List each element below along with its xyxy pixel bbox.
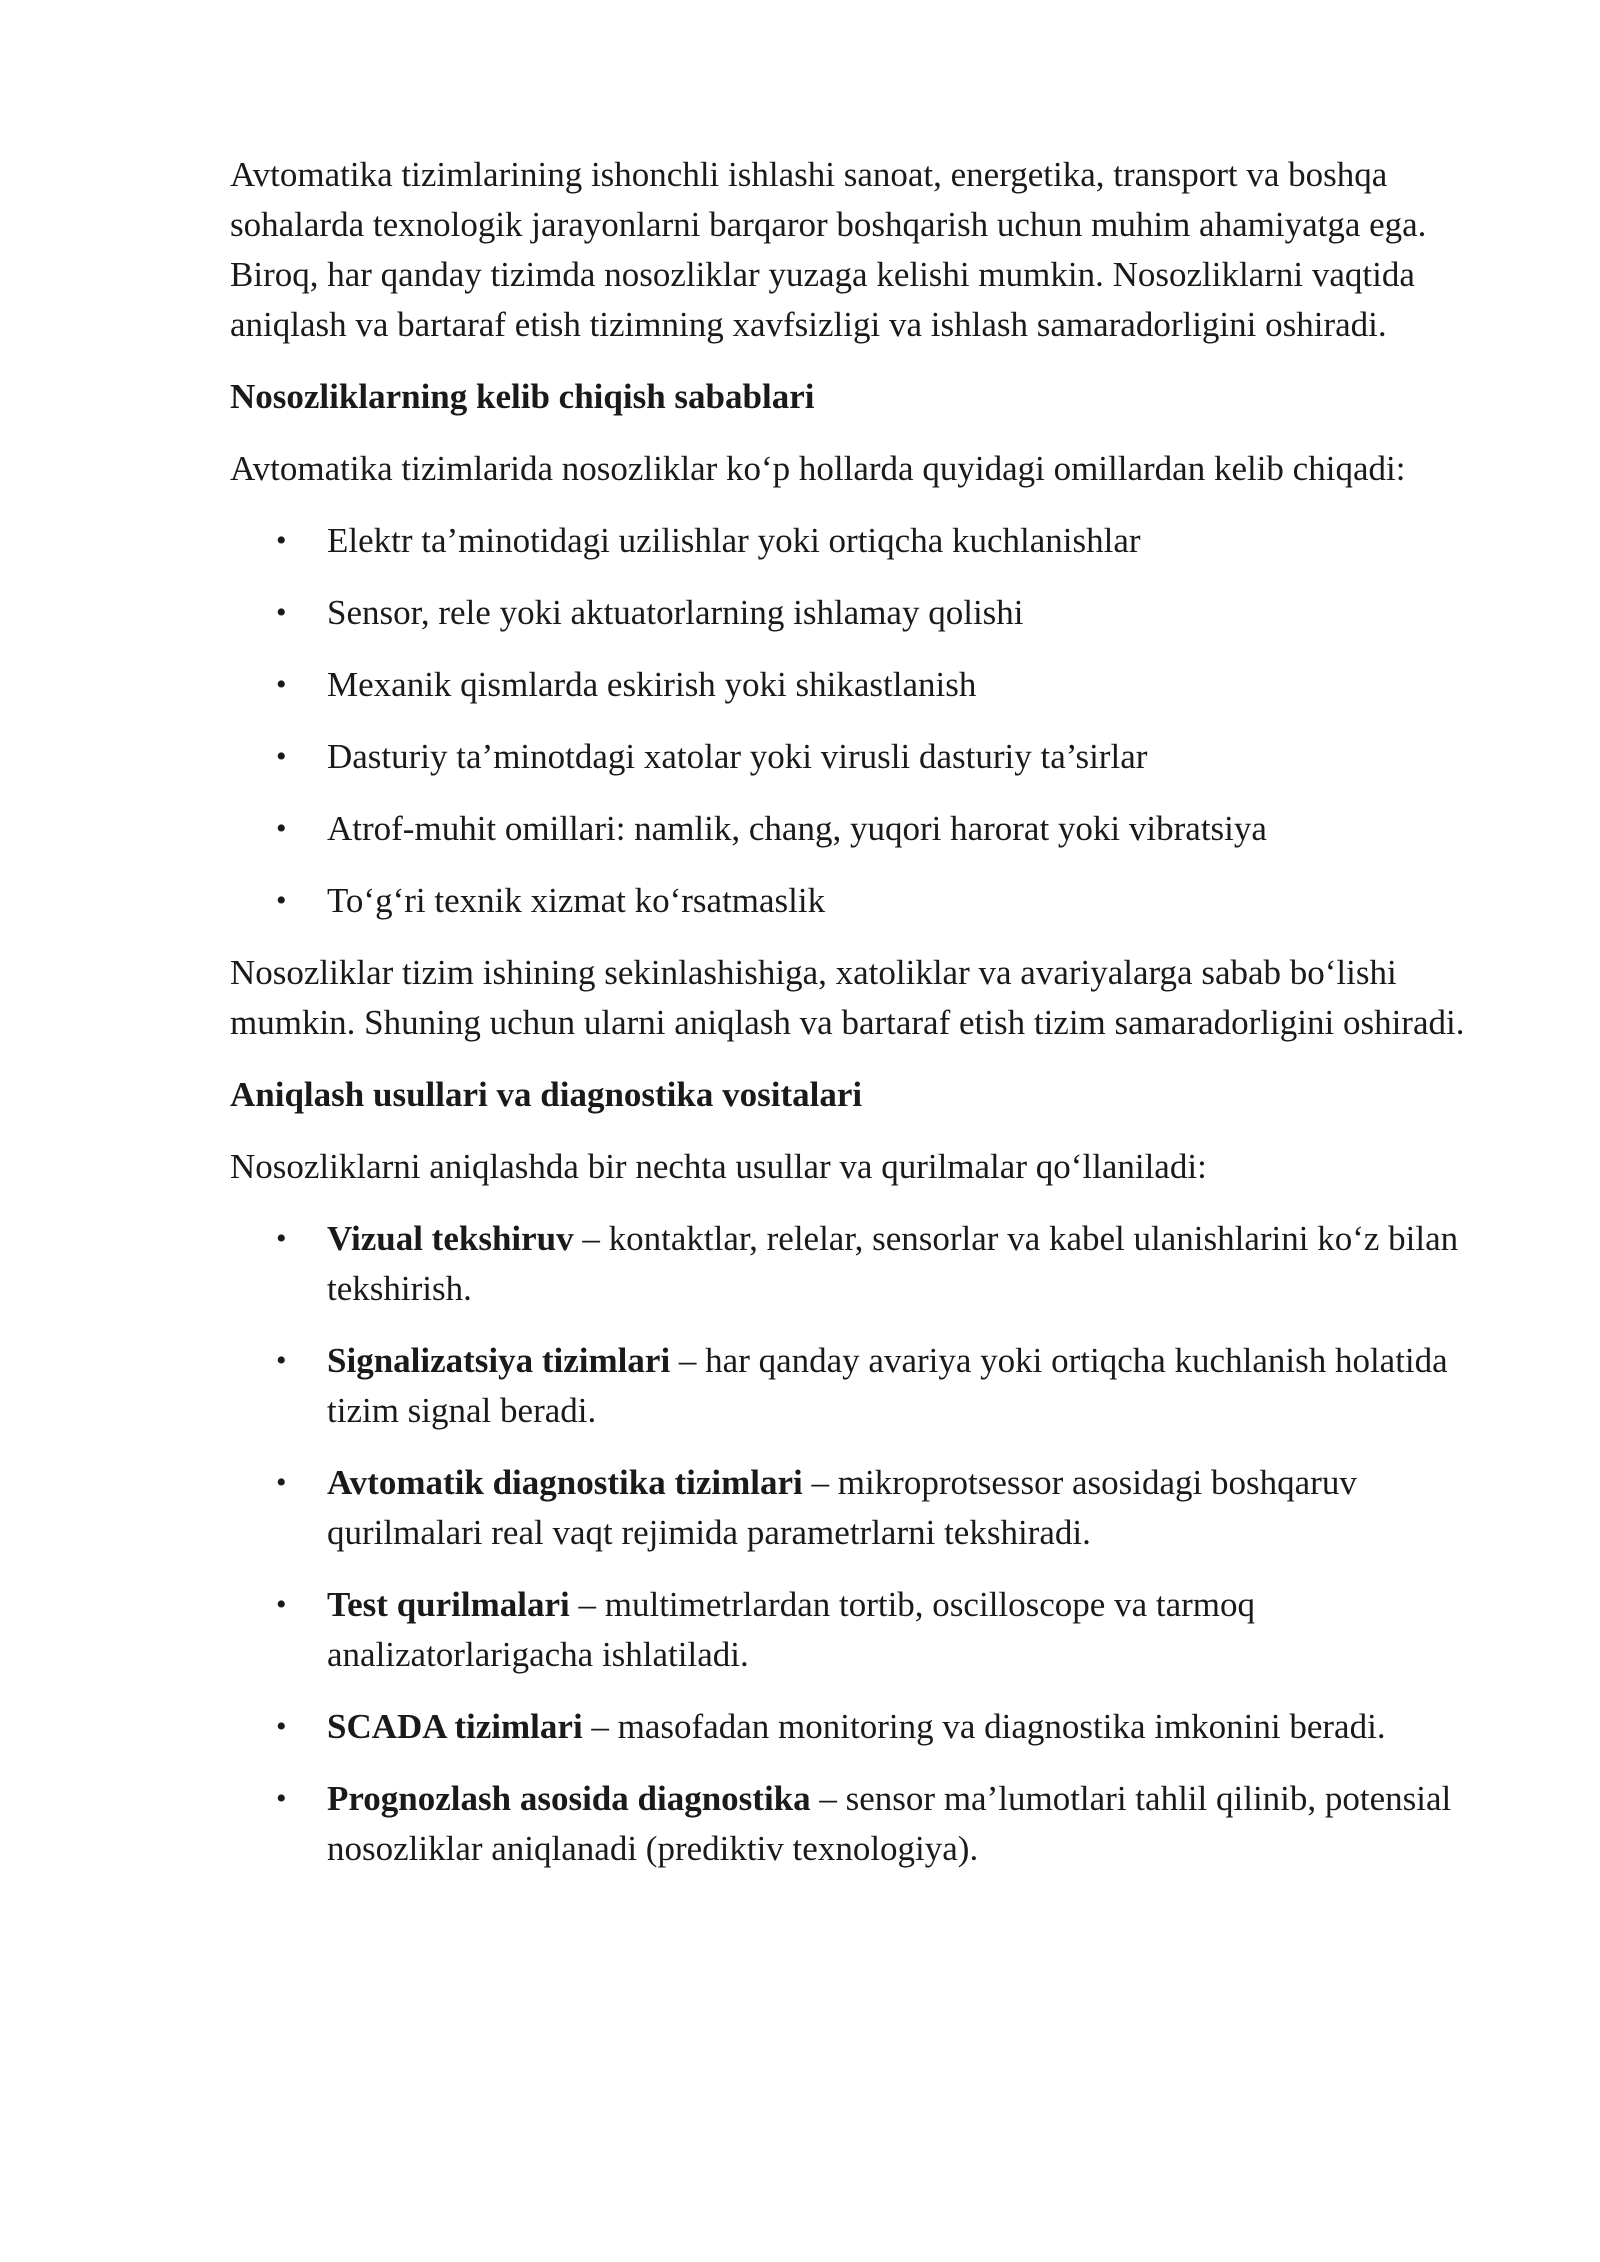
- bullet-icon: •: [276, 812, 287, 845]
- list-item-description: – multimetrlardan tortib, oscilloscope va tarmoq analizatorlarigacha ishlatiladi.: [327, 1585, 1256, 1674]
- list-item-description: – har qanday avariya yoki ortiqcha kuchlanish holatida tizim signal beradi.: [327, 1341, 1448, 1430]
- bullet-icon: •: [276, 1466, 287, 1499]
- section-heading-diagnostics: Aniqlash usullari va diagnostika vositalari: [230, 1075, 863, 1114]
- causes-closing-paragraph: Nosozliklar tizim ishining sekinlashishiga, xatoliklar va avariyalarga sabab bo‘lishi mumkin. Shuning uchun ularni aniqlash va bartaraf etish tizim samaradorligini oshiradi.: [230, 953, 1465, 1042]
- list-item-description: – masofadan monitoring va diagnostika imkonini beradi.: [582, 1707, 1386, 1746]
- section-heading-causes: Nosozliklarning kelib chiqish sabablari: [230, 377, 815, 416]
- list-item: [230, 660, 1500, 710]
- list-item: [230, 1336, 1500, 1436]
- list-item: [230, 1458, 1500, 1558]
- list-item: [230, 1580, 1500, 1680]
- list-item: [230, 732, 1500, 782]
- bullet-icon: •: [276, 1588, 287, 1621]
- causes-list: [230, 516, 1500, 926]
- list-item-text: To‘g‘ri texnik xizmat ko‘rsatmaslik: [327, 881, 826, 920]
- list-item-term: Avtomatik diagnostika tizimlari: [327, 1463, 803, 1502]
- list-item-term: Test qurilmalari: [327, 1585, 570, 1624]
- list-item-term: Prognozlash asosida diagnostika: [327, 1779, 811, 1818]
- document-page: [230, 150, 1500, 1896]
- list-item: [230, 516, 1500, 566]
- intro-paragraph: Avtomatika tizimlarining ishonchli ishlashi sanoat, energetika, transport va boshqa sohalarda texnologik jarayonlarni barqaror boshqarish uchun muhim ahamiyatga ega. Biroq, har qanday tizimda nosozliklar yuzaga kelishi mumkin. Nosozliklarni vaqtida aniqlash va bartaraf etish tizimning xavfsizligi va ishlash samaradorligini oshiradi.: [230, 155, 1427, 344]
- list-item-text: Sensor, rele yoki aktuatorlarning ishlamay qolishi: [327, 593, 1024, 632]
- list-item-description: – mikroprotsessor asosidagi boshqaruv qurilmalari real vaqt rejimida parametrlarni tekshiradi.: [327, 1463, 1357, 1552]
- bullet-icon: •: [276, 596, 287, 629]
- bullet-icon: •: [276, 668, 287, 701]
- list-item: [230, 1702, 1500, 1752]
- bullet-icon: •: [276, 1782, 287, 1815]
- list-item-term: Vizual tekshiruv: [327, 1219, 574, 1258]
- list-item: [230, 1214, 1500, 1314]
- bullet-icon: •: [276, 884, 287, 917]
- bullet-icon: •: [276, 1222, 287, 1255]
- list-item: [230, 1774, 1500, 1874]
- list-item-text: Dasturiy ta’minotdagi xatolar yoki virusli dasturiy ta’sirlar: [327, 737, 1148, 776]
- list-item-term: Signalizatsiya tizimlari: [327, 1341, 671, 1380]
- list-item: [230, 588, 1500, 638]
- list-item-text: Elektr ta’minotidagi uzilishlar yoki ortiqcha kuchlanishlar: [327, 521, 1141, 560]
- list-item-description: – kontaktlar, relelar, sensorlar va kabel ulanishlarini ko‘z bilan tekshirish.: [327, 1219, 1459, 1308]
- list-item-description: – sensor ma’lumotlari tahlil qilinib, potensial nosozliklar aniqlanadi (prediktiv texnologiya).: [327, 1779, 1452, 1868]
- bullet-icon: •: [276, 1344, 287, 1377]
- bullet-icon: •: [276, 524, 287, 557]
- diagnostics-lead-paragraph: Nosozliklarni aniqlashda bir nechta usullar va qurilmalar qo‘llaniladi:: [230, 1147, 1207, 1186]
- bullet-icon: •: [276, 740, 287, 773]
- list-item: [230, 876, 1500, 926]
- bullet-icon: •: [276, 1710, 287, 1743]
- list-item-term: SCADA tizimlari: [327, 1707, 583, 1746]
- diagnostics-list: [230, 1214, 1500, 1874]
- list-item: [230, 804, 1500, 854]
- list-item-text: Mexanik qismlarda eskirish yoki shikastlanish: [327, 665, 977, 704]
- list-item-text: Atrof-muhit omillari: namlik, chang, yuqori harorat yoki vibratsiya: [327, 809, 1267, 848]
- causes-lead-paragraph: Avtomatika tizimlarida nosozliklar ko‘p hollarda quyidagi omillardan kelib chiqadi:: [230, 449, 1406, 488]
